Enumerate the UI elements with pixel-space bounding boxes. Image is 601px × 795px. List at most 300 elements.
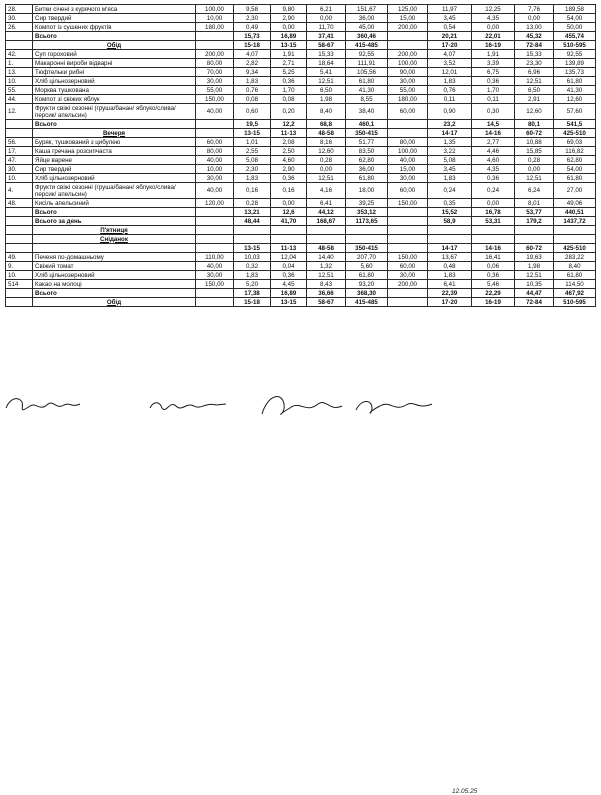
signature-date: 12.05.25 [452,788,478,795]
value-cell: 100,00 [388,59,428,68]
value-cell: 1,83 [428,77,472,86]
value-cell [196,217,234,226]
value-cell: 360,46 [346,32,388,41]
value-cell [515,235,554,244]
value-cell: 23,2 [428,120,472,129]
recipe-number [6,41,33,50]
recipe-number: 30. [6,14,33,23]
value-cell [234,226,271,235]
value-cell: 40,00 [196,156,234,165]
table-row [6,86,596,95]
norm-row [6,244,596,253]
value-cell: 10,00 [196,14,234,23]
value-cell: 12,01 [428,68,472,77]
value-cell: 116,82 [554,147,596,156]
value-cell: 13,67 [428,253,472,262]
table-row [6,280,596,289]
value-cell [515,226,554,235]
value-cell: 0,00 [271,23,307,32]
value-cell: 6,96 [515,68,554,77]
recipe-number: 9. [6,262,33,271]
recipe-number [6,120,33,129]
value-cell: 61,80 [554,271,596,280]
value-cell: 0,08 [234,95,271,104]
value-cell: 0,30 [472,104,515,120]
value-cell: 17-20 [428,41,472,50]
value-cell: 4,07 [234,50,271,59]
value-cell: 111,91 [346,59,388,68]
value-cell: 2,90 [271,165,307,174]
recipe-number [6,208,33,217]
value-cell: 6,75 [472,68,515,77]
recipe-number: 10. [6,271,33,280]
dish-name: Сир твердий [33,165,196,174]
value-cell: 72-84 [515,298,554,307]
value-cell: 12,6 [271,208,307,217]
value-cell: 180,00 [196,23,234,32]
value-cell [196,129,234,138]
value-cell: 7,76 [515,5,554,14]
value-cell: 15,00 [388,165,428,174]
recipe-number: 42. [6,50,33,59]
value-cell: 415-485 [346,41,388,50]
recipe-number [6,289,33,298]
value-cell: 1,35 [428,138,472,147]
value-cell: 5,20 [234,280,271,289]
value-cell: 8,01 [515,199,554,208]
value-cell: 6,21 [307,5,346,14]
dish-name: Яйце варене [33,156,196,165]
value-cell: 30,00 [196,271,234,280]
value-cell: 4,35 [472,14,515,23]
recipe-number: 44. [6,95,33,104]
recipe-number: 17. [6,147,33,156]
dish-name: Свіжий томат [33,262,196,271]
value-cell: 14-17 [428,129,472,138]
value-cell: 207,70 [346,253,388,262]
value-cell: 0,04 [271,262,307,271]
value-cell: 2,08 [271,138,307,147]
value-cell: 1173,65 [346,217,388,226]
value-cell [307,226,346,235]
value-cell: 62,80 [554,156,596,165]
value-cell: 1,83 [234,174,271,183]
value-cell: 1,83 [234,271,271,280]
dish-name: Какао на молоці [33,280,196,289]
dish-name: Фрукти свіжі сезонні (груша/банан/ яблуко/слива/персик/ апельсин) [33,183,196,199]
value-cell [196,120,234,129]
value-cell: 19,5 [234,120,271,129]
recipe-number [6,298,33,307]
value-cell: 13-15 [234,129,271,138]
value-cell: 12,51 [515,271,554,280]
total-row [6,32,596,41]
signature-1 [6,399,80,410]
value-cell [196,41,234,50]
value-cell: 48-58 [307,244,346,253]
signature-4 [356,402,432,414]
value-cell: 6,50 [307,86,346,95]
value-cell: 2,30 [234,14,271,23]
value-cell: 368,30 [346,289,388,298]
value-cell: 13-15 [234,244,271,253]
value-cell: 135,73 [554,68,596,77]
dish-name: Суп гороховий [33,50,196,59]
dish-name: П'ятниця [33,226,196,235]
value-cell: 61,80 [346,174,388,183]
table-row [6,5,596,14]
dish-name: Обід [33,298,196,307]
value-cell: 70,00 [196,68,234,77]
value-cell: 455,74 [554,32,596,41]
value-cell: 55,00 [196,86,234,95]
value-cell: 0,60 [234,104,271,120]
value-cell: 0,28 [515,156,554,165]
recipe-number: 30. [6,165,33,174]
recipe-number [6,235,33,244]
value-cell: 22,39 [428,289,472,298]
table-row [6,68,596,77]
value-cell: 1,70 [472,86,515,95]
value-cell: 3,45 [428,14,472,23]
value-cell: 22,01 [472,32,515,41]
value-cell: 283,22 [554,253,596,262]
value-cell: 125,00 [388,5,428,14]
value-cell: 0,00 [307,14,346,23]
table-row [6,23,596,32]
total-row [6,217,596,226]
recipe-number: 12. [6,104,33,120]
dish-name: Обід [33,41,196,50]
value-cell: 15,73 [234,32,271,41]
recipe-number [6,32,33,41]
value-cell [388,298,428,307]
recipe-number: 48. [6,199,33,208]
value-cell: 15,52 [428,208,472,217]
value-cell: 0,28 [307,156,346,165]
table-body [6,5,596,307]
dish-name: Тюфтельки рибні [33,68,196,77]
value-cell: 2,30 [234,165,271,174]
recipe-number: 10. [6,174,33,183]
value-cell: 5,08 [428,156,472,165]
value-cell [196,226,234,235]
recipe-number [6,244,33,253]
section-row [6,298,596,307]
value-cell: 23,30 [515,59,554,68]
value-cell: 0,16 [271,183,307,199]
value-cell: 60-72 [515,244,554,253]
value-cell [388,32,428,41]
value-cell: 5,25 [271,68,307,77]
signatures-area [0,390,601,795]
dish-name: Вечеря [33,129,196,138]
dish-name: Хліб цільнозерновий [33,77,196,86]
value-cell: 151,67 [346,5,388,14]
value-cell: 55,00 [388,86,428,95]
dish-name [33,244,196,253]
value-cell: 12,51 [515,77,554,86]
recipe-number [6,226,33,235]
dish-name: Всього за день [33,217,196,226]
value-cell: 168,67 [307,217,346,226]
dish-name: Компот із сушених фруктів [33,23,196,32]
value-cell: 16,89 [271,32,307,41]
value-cell: 4,46 [472,147,515,156]
value-cell: 51,77 [346,138,388,147]
value-cell: 541,5 [554,120,596,129]
value-cell: 39,25 [346,199,388,208]
total-row [6,120,596,129]
value-cell: 0,36 [472,271,515,280]
value-cell: 0,32 [234,262,271,271]
value-cell: 1,32 [307,262,346,271]
table-row [6,147,596,156]
value-cell: 0,36 [271,271,307,280]
value-cell: 0,49 [234,23,271,32]
value-cell: 15-18 [234,41,271,50]
value-cell: 4,60 [271,156,307,165]
value-cell: 60,00 [388,104,428,120]
value-cell: 8,40 [307,104,346,120]
dish-name: Сир твердий [33,14,196,23]
value-cell: 0,00 [472,23,515,32]
value-cell: 510-595 [554,41,596,50]
value-cell: 0,00 [307,165,346,174]
value-cell: 0,00 [271,199,307,208]
value-cell: 0,06 [472,262,515,271]
value-cell: 16-19 [472,298,515,307]
value-cell: 0,24 [472,183,515,199]
dish-name: Буряк, тушкований з цибулею [33,138,196,147]
value-cell: 0,48 [428,262,472,271]
value-cell [472,235,515,244]
section-row [6,41,596,50]
value-cell: 460,1 [346,120,388,129]
value-cell: 80,00 [196,59,234,68]
value-cell: 41,30 [346,86,388,95]
value-cell: 1,83 [234,77,271,86]
dish-name: Всього [33,289,196,298]
table-row [6,104,596,120]
value-cell: 30,00 [196,77,234,86]
value-cell: 1,83 [428,271,472,280]
recipe-number: 26. [6,23,33,32]
value-cell [388,244,428,253]
dish-name: Фрукти свіжі сезонні (груша/банан/ яблуко/слива/персик/ апельсин) [33,104,196,120]
value-cell: 61,80 [346,271,388,280]
value-cell: 0,36 [271,77,307,86]
value-cell: 20,21 [428,32,472,41]
value-cell: 12,04 [271,253,307,262]
value-cell [346,235,388,244]
value-cell: 17,38 [234,289,271,298]
value-cell: 9,34 [234,68,271,77]
recipe-number: 514 [6,280,33,289]
table-row [6,138,596,147]
value-cell: 12,60 [515,104,554,120]
value-cell: 10,88 [515,138,554,147]
value-cell: 12,25 [472,5,515,14]
value-cell: 27,00 [554,183,596,199]
value-cell [388,289,428,298]
value-cell: 12,60 [307,147,346,156]
value-cell: 12,2 [271,120,307,129]
value-cell: 5,60 [346,262,388,271]
value-cell [196,289,234,298]
value-cell: 1,01 [234,138,271,147]
value-cell [196,298,234,307]
value-cell: 4,60 [472,156,515,165]
section-row [6,129,596,138]
value-cell: 36,00 [346,165,388,174]
value-cell: 2,50 [271,147,307,156]
value-cell: 353,12 [346,208,388,217]
value-cell: 60-72 [515,129,554,138]
value-cell: 5,46 [472,280,515,289]
value-cell: 61,80 [554,77,596,86]
value-cell [554,226,596,235]
value-cell [388,226,428,235]
value-cell: 12,51 [307,174,346,183]
value-cell: 40,00 [196,104,234,120]
section-row [6,235,596,244]
value-cell: 425-510 [554,244,596,253]
value-cell: 11,70 [307,23,346,32]
table-row [6,183,596,199]
value-cell: 0,36 [472,77,515,86]
value-cell: 15,85 [515,147,554,156]
dish-name: Хліб цільнозерновий [33,271,196,280]
value-cell: 0,76 [234,86,271,95]
table-row [6,14,596,23]
section-row [6,226,596,235]
recipe-number: 28. [6,5,33,14]
value-cell: 19,63 [515,253,554,262]
value-cell: 200,00 [388,280,428,289]
value-cell: 18,64 [307,59,346,68]
table-row [6,271,596,280]
value-cell: 60,00 [196,138,234,147]
value-cell [388,208,428,217]
value-cell: 467,92 [554,289,596,298]
recipe-number: 55. [6,86,33,95]
value-cell: 200,00 [388,50,428,59]
value-cell: 10,00 [196,165,234,174]
value-cell: 0,36 [271,174,307,183]
recipe-number: 49. [6,253,33,262]
value-cell: 9,58 [234,5,271,14]
value-cell: 179,2 [515,217,554,226]
value-cell: 13-15 [271,41,307,50]
value-cell: 15,33 [307,50,346,59]
value-cell: 61,80 [346,77,388,86]
table-row [6,253,596,262]
value-cell: 120,00 [196,199,234,208]
value-cell: 41,30 [554,86,596,95]
value-cell: 40,00 [196,183,234,199]
value-cell: 90,00 [388,68,428,77]
recipe-number: 56. [6,138,33,147]
value-cell: 180,00 [388,95,428,104]
recipe-number: 10. [6,77,33,86]
value-cell [388,41,428,50]
value-cell: 0,08 [271,95,307,104]
value-cell [346,226,388,235]
value-cell: 60,00 [388,183,428,199]
value-cell: 0,24 [428,183,472,199]
value-cell: 41,70 [271,217,307,226]
value-cell: 0,54 [428,23,472,32]
value-cell: 1,91 [271,50,307,59]
value-cell [388,235,428,244]
value-cell: 425-510 [554,129,596,138]
dish-name: Всього [33,120,196,129]
value-cell: 57,60 [554,104,596,120]
value-cell [307,235,346,244]
value-cell: 189,58 [554,5,596,14]
recipe-number: 13. [6,68,33,77]
value-cell: 6,50 [515,86,554,95]
value-cell [554,235,596,244]
value-cell: 8,43 [307,280,346,289]
recipe-number: 47. [6,156,33,165]
value-cell: 30,00 [196,174,234,183]
value-cell: 1437,72 [554,217,596,226]
dish-name: Каша гречана розсипчаста [33,147,196,156]
value-cell: 5,41 [307,68,346,77]
value-cell: 0,11 [472,95,515,104]
value-cell: 58-67 [307,298,346,307]
value-cell: 4,35 [472,165,515,174]
value-cell: 8,55 [346,95,388,104]
value-cell: 44,12 [307,208,346,217]
handwritten-signatures [0,390,601,425]
value-cell: 350-415 [346,129,388,138]
dish-name: Всього [33,32,196,41]
value-cell: 44,47 [515,289,554,298]
recipe-number [6,217,33,226]
value-cell: 15,33 [515,50,554,59]
value-cell: 14-17 [428,244,472,253]
value-cell: 9,80 [271,5,307,14]
value-cell: 105,56 [346,68,388,77]
value-cell: 2,90 [271,14,307,23]
value-cell: 58,9 [428,217,472,226]
value-cell: 6,41 [428,280,472,289]
value-cell: 200,00 [388,23,428,32]
dish-name: Печеня по-домашньому [33,253,196,262]
value-cell [472,226,515,235]
value-cell: 12,60 [554,95,596,104]
table-row [6,156,596,165]
dish-name: Компот зі свіжих яблук [33,95,196,104]
table-row [6,199,596,208]
value-cell: 150,00 [388,253,428,262]
recipe-number: 4. [6,183,33,199]
value-cell: 58-67 [307,41,346,50]
dish-name: Кисіль апельсиний [33,199,196,208]
value-cell: 54,00 [554,165,596,174]
value-cell: 114,50 [554,280,596,289]
value-cell: 4,07 [428,50,472,59]
value-cell: 40,00 [388,156,428,165]
value-cell: 50,00 [554,23,596,32]
value-cell: 0,11 [428,95,472,104]
dish-name: Макаронні вироби відварні [33,59,196,68]
value-cell: 92,55 [346,50,388,59]
value-cell: 60,00 [388,262,428,271]
